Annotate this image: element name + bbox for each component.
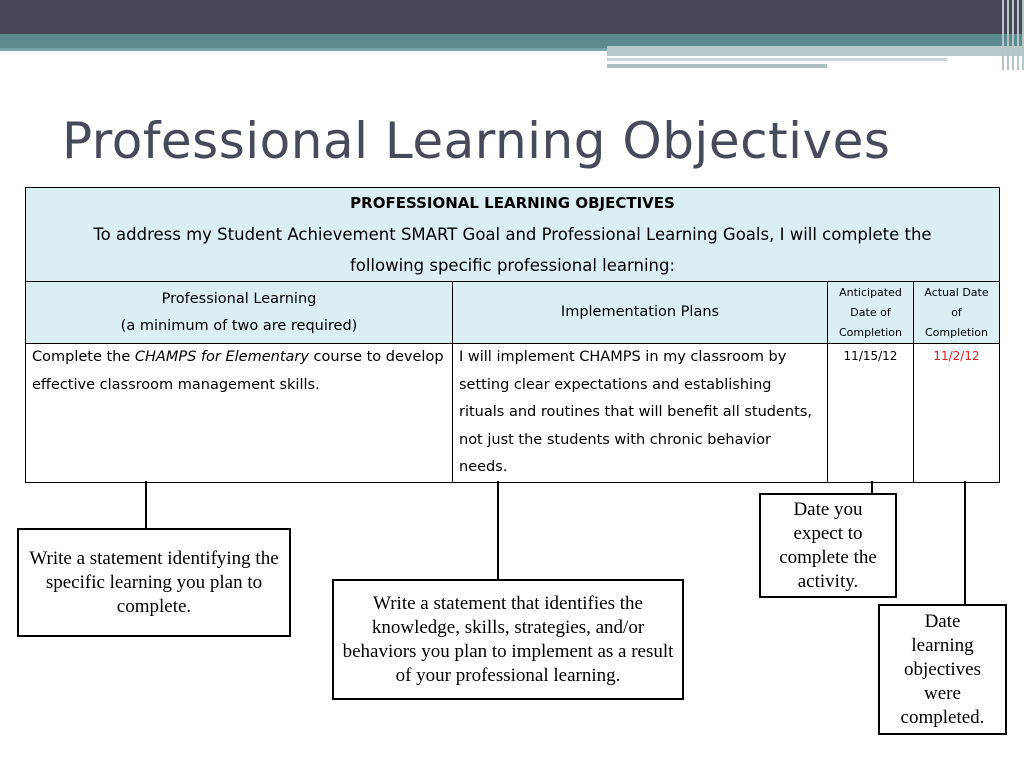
- callout-implementation: [332, 579, 684, 700]
- top-banner-accent: [0, 48, 607, 51]
- col-header-learning-line1: Professional Learning: [161, 290, 317, 307]
- learning-text-prefix: Complete the: [32, 349, 135, 365]
- learning-cell: [26, 344, 453, 483]
- objectives-table: [25, 187, 1000, 483]
- col-header-learning-line2: (a minimum of two are required): [120, 317, 358, 334]
- table-header-title: PROFESSIONAL LEARNING OBJECTIVES: [350, 194, 675, 212]
- table-header-row: [26, 188, 1000, 282]
- learning-text-suffix: course to develop effective classroom management skills.: [32, 349, 444, 393]
- learning-course-name: CHAMPS for Elementary: [134, 349, 309, 365]
- implementation-text: I will implement CHAMPS in my classroom by setting clear expectations and establishing rituals and routines that will benefit all students, not just the students with chronic behavior needs.: [459, 349, 812, 475]
- actual-date: 11/2/12: [933, 349, 980, 363]
- col-header-actual-line3: Completion: [924, 326, 988, 339]
- col-header-actual: [914, 282, 1000, 344]
- callout-anticipated-text: Date you expect to complete the activity.: [779, 498, 877, 592]
- top-banner-light-short: [607, 64, 827, 68]
- col-header-actual-line1: Actual Date: [924, 286, 989, 299]
- column-header-row: [26, 282, 1000, 344]
- table-header-line1: To address my Student Achievement SMART Goal and Professional Learning Goals, I will complete the: [93, 225, 932, 244]
- slide-title: Professional Learning Objectives: [62, 112, 891, 170]
- callout-actual: [878, 604, 1007, 735]
- col-header-actual-line2: of: [951, 306, 962, 319]
- callout-learning: [17, 528, 291, 637]
- top-banner-light: [607, 46, 1024, 56]
- col-header-anticipated-line3: Completion: [838, 326, 902, 339]
- anticipated-date-cell: [828, 344, 914, 483]
- col-header-anticipated-line1: Anticipated: [839, 286, 902, 299]
- top-banner-light-thin: [607, 58, 947, 61]
- anticipated-date: 11/15/12: [843, 349, 898, 363]
- callout-learning-text: Write a statement identifying the specific learning you plan to complete.: [29, 547, 279, 617]
- corner-stripes: [990, 0, 1024, 70]
- col-header-implementation-label: Implementation Plans: [560, 304, 720, 320]
- col-header-anticipated-line2: Date of: [850, 306, 891, 319]
- connector-learning: [145, 481, 147, 529]
- callout-implementation-text: Write a statement that identifies the knowledge, skills, strategies, and/or behaviors you plan to implement as a result of your professional learning.: [342, 592, 674, 686]
- col-header-learning: [26, 282, 453, 344]
- top-banner-dark: [0, 0, 1024, 34]
- col-header-implementation: [453, 282, 828, 344]
- connector-implementation: [497, 481, 499, 580]
- connector-actual: [964, 481, 966, 605]
- table-row: [26, 344, 1000, 483]
- table-header-cell: [26, 188, 1000, 282]
- actual-date-cell: [914, 344, 1000, 483]
- callout-actual-text: Date learning objectives were completed.: [900, 610, 985, 728]
- col-header-anticipated: [828, 282, 914, 344]
- callout-anticipated: [759, 493, 897, 598]
- table-header-line2: following specific professional learning:: [349, 256, 676, 275]
- implementation-cell: [453, 344, 828, 483]
